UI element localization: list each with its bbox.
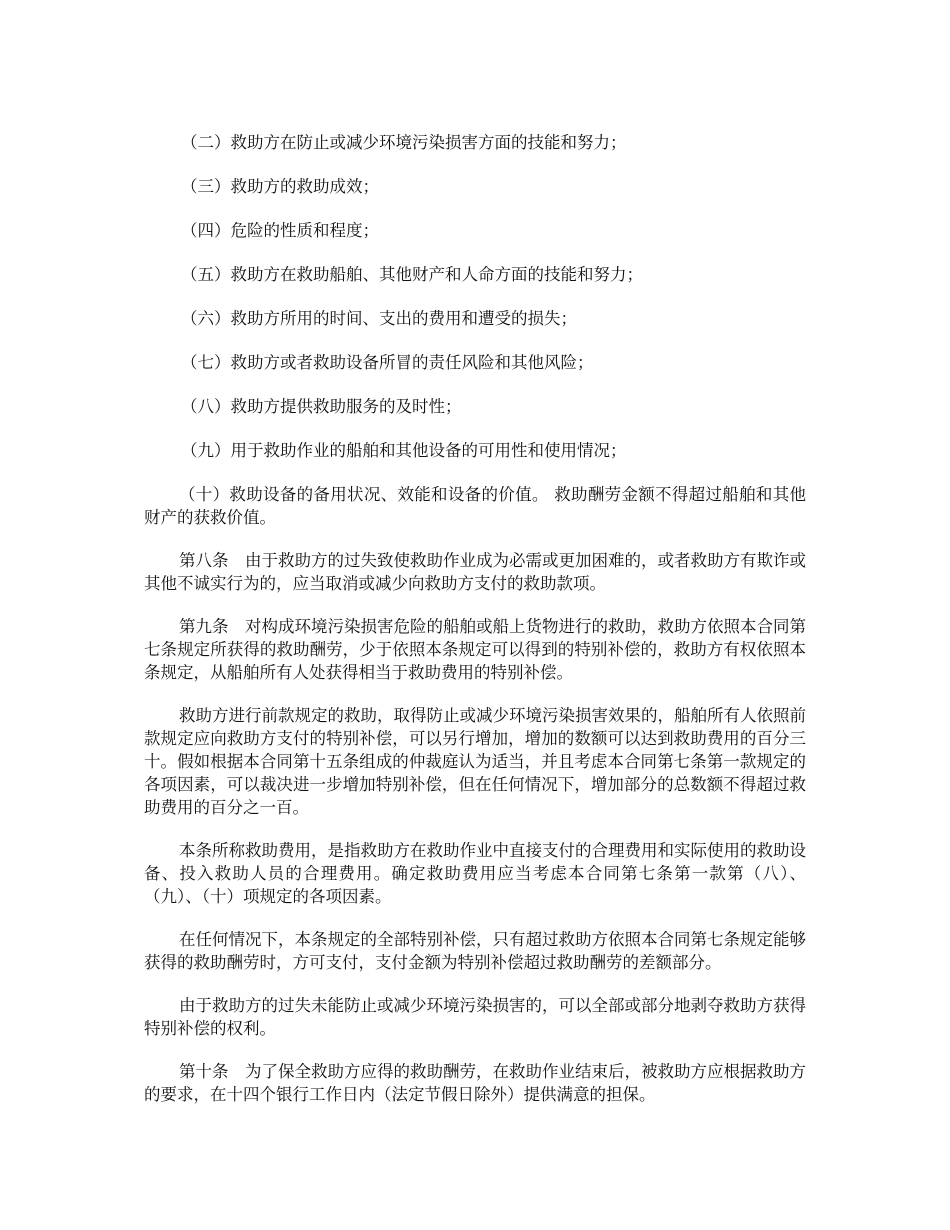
paragraph-item-ten: （十）救助设备的备用状况、效能和设备的价值。 救助酬劳金额不得超过船舶和其他财产的获救价值。 [144,485,806,527]
list-item: （二）救助方在防止或减少环境污染损害方面的技能和努力； [181,133,627,152]
paragraph-article-9-clause-2: 救助方进行前款规定的救助，取得防止或减少环境污染损害效果的，船舶所有人依照前款规定应向救助方支付的特别补偿，可以另行增加，增加的数额可以达到救助费用的百分三十。假如根据本合同第十五条组成的仲裁庭认为适当，并且考虑本合同第七条第一款规定的各项因素，可以裁决进一步增加特别补偿，但在任何情况下，增加部分的总数额不得超过救助费用的百分之一百。 [144,706,806,817]
list-item: （三）救助方的救助成效； [181,177,379,196]
list-item: （六）救助方所用的时间、支出的费用和遭受的损失； [181,309,577,328]
paragraph-article-9-clause-5: 由于救助方的过失未能防止或减少环境污染损害的，可以全部或部分地剥夺救助方获得特别补偿的权利。 [144,996,806,1038]
paragraph-article-9-clause-3: 本条所称救助费用，是指救助方在救助作业中直接支付的合理费用和实际使用的救助设备、投入救助人员的合理费用。确定救助费用应当考虑本合同第七条第一款第（八）、（九）、（十）项规定的各项因素。 [144,841,806,906]
paragraph-article-8: 第八条 由于救助方的过失致使救助作业成为必需或更加困难的，或者救助方有欺诈或其他不诚实行为的，应当取消或减少向救助方支付的救助款项。 [144,551,806,593]
paragraph-article-10: 第十条 为了保全救助方应得的救助酬劳，在救助作业结束后，被救助方应根据救助方的要求，在十四个银行工作日内（法定节假日除外）提供满意的担保。 [144,1062,806,1104]
paragraph-article-9-clause-4: 在任何情况下，本条规定的全部特别补偿，只有超过救助方依照本合同第七条规定能够获得的救助酬劳时，方可支付，支付金额为特别补偿超过救助酬劳的差额部分。 [144,930,806,972]
document-body [144,131,806,1126]
list-item: （八）救助方提供救助服务的及时性； [181,397,462,416]
list-item: （九）用于救助作业的船舶和其他设备的可用性和使用情况； [181,441,627,460]
list-item: （七）救助方或者救助设备所冒的责任风险和其他风险； [181,353,594,372]
list-item: （五）救助方在救助船舶、其他财产和人命方面的技能和努力； [181,265,643,284]
list-item: （四）危险的性质和程度； [181,221,379,240]
paragraph-article-9: 第九条 对构成环境污染损害危险的船舶或船上货物进行的救助，救助方依照本合同第七条规定所获得的救助酬劳，少于依照本条规定可以得到的特别补偿的，救助方有权依照本条规定，从船舶所有人处获得相当于救助费用的特别补偿。 [144,617,806,682]
